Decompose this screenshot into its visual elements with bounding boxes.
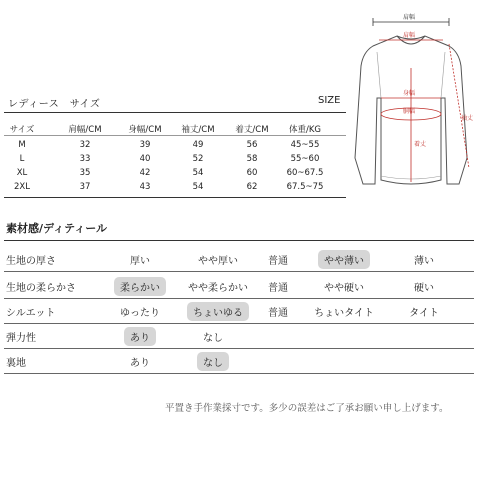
attribute-option: 普通 — [268, 308, 288, 319]
table-header-cell: 体重/KG — [288, 125, 322, 135]
attribute-option: 普通 — [268, 283, 288, 294]
table-cell: 49 — [192, 140, 204, 150]
table-header-cell: 肩幅/CM — [68, 125, 102, 135]
attribute-label: シルエット — [6, 308, 56, 319]
table-cell: 60~67.5 — [286, 168, 324, 178]
table-cell: 56 — [246, 140, 258, 150]
table-cell: 54 — [192, 182, 204, 192]
garment-diagram — [345, 8, 477, 198]
attribute-option: 薄い — [414, 256, 434, 267]
size-section-title: レディース サイズ — [8, 99, 101, 110]
attribute-option: 普通 — [268, 256, 288, 267]
table-cell: 35 — [79, 168, 91, 178]
attribute-option: やや硬い — [324, 283, 364, 294]
attribute-label: 生地の柔らかさ — [6, 283, 76, 294]
label-top: 肩幅 — [403, 14, 416, 21]
attribute-option: 厚い — [130, 256, 150, 267]
label-waist: 胴幅 — [403, 108, 416, 115]
table-cell: 62 — [246, 182, 258, 192]
attribute-option-selected: なし — [197, 352, 229, 371]
label-length: 着丈 — [414, 141, 427, 148]
table-bottom-rule — [4, 197, 346, 198]
table-cell: 67.5~75 — [286, 182, 324, 192]
attribute-option-selected: 柔らかい — [114, 277, 166, 296]
table-cell: 45~55 — [290, 140, 320, 150]
attribute-row-rule — [4, 348, 474, 349]
attribute-row-rule — [4, 323, 474, 324]
table-cell: 42 — [139, 168, 151, 178]
attribute-row-rule — [4, 373, 474, 374]
table-cell: 54 — [192, 168, 204, 178]
attribute-option: ちょいタイト — [314, 308, 374, 319]
table-cell: 2XL — [14, 182, 30, 192]
attribute-option-selected: やや薄い — [318, 250, 370, 269]
attribute-label: 裏地 — [6, 358, 26, 369]
size-label: SIZE — [318, 95, 341, 106]
attribute-option-selected: ちょいゆる — [187, 302, 249, 321]
attribute-option: なし — [203, 333, 223, 344]
table-cell: 52 — [192, 154, 204, 164]
table-cell: XL — [16, 168, 28, 178]
attribute-row-rule — [4, 298, 474, 299]
table-cell: 58 — [246, 154, 258, 164]
table-header-rule — [4, 135, 346, 136]
attribute-option: やや柔らかい — [188, 283, 248, 294]
attribute-option: あり — [130, 358, 150, 369]
sleeve-line — [449, 44, 469, 168]
attribute-option: やや厚い — [198, 256, 238, 267]
table-cell: 32 — [79, 140, 91, 150]
table-cell: 43 — [139, 182, 151, 192]
table-header-cell: 袖丈/CM — [181, 125, 215, 135]
label-sleeve: 袖丈 — [461, 115, 474, 122]
table-cell: M — [18, 140, 26, 150]
label-shoulder: 肩幅 — [403, 32, 416, 39]
table-header-cell: サイズ — [9, 125, 35, 135]
attribute-option: ゆったり — [120, 308, 160, 319]
table-cell: 37 — [79, 182, 91, 192]
sweater-armhole-left — [377, 52, 381, 98]
attribute-option: 硬い — [414, 283, 434, 294]
measurement-note: 平置き手作業採寸です。多少の誤差はご了承お願い申し上げます。 — [165, 403, 449, 414]
attributes-title: 素材感/ディティール — [6, 222, 108, 235]
attribute-option-selected: あり — [124, 327, 156, 346]
table-cell: 55~60 — [290, 154, 320, 164]
table-cell: 33 — [79, 154, 91, 164]
attributes-top-rule — [4, 240, 474, 241]
table-cell: 60 — [246, 168, 258, 178]
attribute-label: 生地の厚さ — [6, 256, 56, 267]
label-chest: 身幅 — [403, 90, 416, 97]
table-cell: 39 — [139, 140, 151, 150]
attribute-row-rule — [4, 271, 474, 272]
table-top-rule — [4, 112, 346, 113]
table-header-cell: 着丈/CM — [235, 125, 269, 135]
table-cell: 40 — [139, 154, 151, 164]
attribute-label: 弾力性 — [6, 333, 36, 344]
attribute-option: タイト — [409, 308, 439, 319]
table-cell: L — [19, 154, 25, 164]
sweater-armhole-right — [441, 52, 445, 98]
table-header-cell: 身幅/CM — [128, 125, 162, 135]
